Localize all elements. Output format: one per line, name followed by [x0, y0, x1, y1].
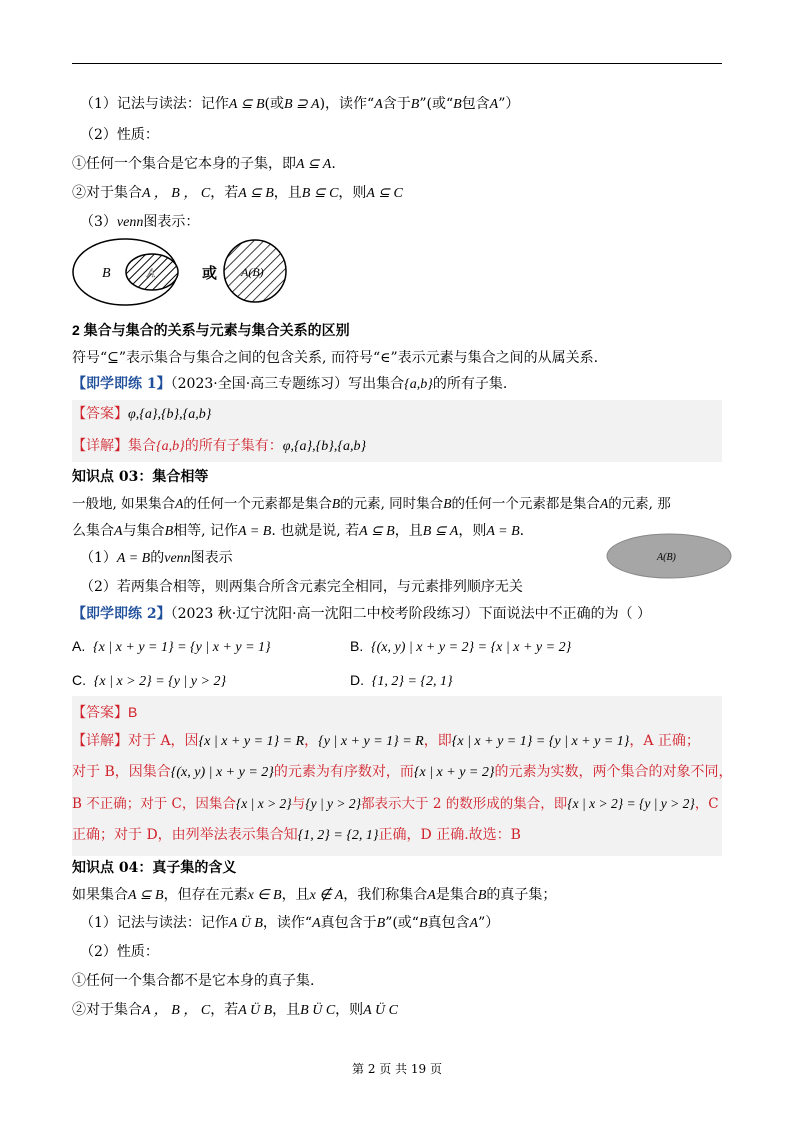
- option-a[interactable]: A. {x | x + y = 1} = {y | x + y = 1}: [72, 638, 271, 655]
- header-rule: [72, 63, 722, 64]
- venn-diagram: [70, 236, 300, 310]
- proper-property-2: ②对于集合A ， B ， C，若A Ü B，且B Ü C，则A Ü C: [72, 1002, 398, 1018]
- section-heading-03: 知识点 03：集合相等: [72, 469, 209, 485]
- detail-1: 【详解】集合{a,b}的所有子集有：φ,{a},{b},{a,b}: [72, 438, 367, 454]
- equal-venn-line: （1）A = B的venn图表示: [80, 550, 233, 566]
- page-footer: 第 2 页 共 19 页: [352, 1062, 442, 1076]
- detail-2-line-4: 正确；对于 D，由列举法表示集合知{1, 2} = {2, 1}正确，D 正确.故选：B: [72, 827, 521, 843]
- section-heading-04: 知识点 04：真子集的含义: [72, 860, 237, 876]
- exercise-1: 【即学即练 1】（2023·全国·高三专题练习）写出集合{a,b}的所有子集.: [72, 376, 508, 392]
- property-2: ②对于集合A ， B ， C，若A ⊆ B，且B ⊆ C，则A ⊆ C: [72, 185, 403, 201]
- equal-venn-diagram: [606, 533, 732, 579]
- equal-def-line-2: 么集合A与集合B相等, 记作A = B. 也就是说, 若A ⊆ B，且B ⊆ A，则A = B.: [72, 523, 525, 539]
- answer-1: 【答案】φ,{a},{b},{a,b}: [72, 406, 212, 422]
- venn-or-text: 或: [202, 266, 218, 282]
- proper-property-heading: （2）性质：: [80, 944, 159, 960]
- option-d[interactable]: D. {1, 2} = {2, 1}: [350, 672, 453, 689]
- venn-inner-label: A: [147, 265, 155, 280]
- exercise-2: 【即学即练 2】（2023 秋·辽宁沈阳·高一沈阳二中校考阶段练习）下面说法中不正确的为（ ）: [72, 606, 652, 622]
- venn-outer-label: B: [102, 266, 111, 281]
- answer-2: 【答案】B: [72, 704, 138, 721]
- equal-def-line-1: 一般地, 如果集合A的任何一个元素都是集合B的元素, 同时集合B的任何一个元素都是集合A的元素, 那: [72, 496, 671, 512]
- property-1: ①任何一个集合是它本身的子集，即A ⊆ A.: [72, 156, 336, 172]
- property-heading: （2）性质：: [80, 127, 159, 143]
- equal-property: （2）若两集合相等，则两集合所含元素完全相同，与元素排列顺序无关: [80, 579, 523, 595]
- proper-notation-line: （1）记法与读法：记作A Ü B，读作“A真包含于B”(或“B真包含A”）: [80, 915, 500, 931]
- option-b[interactable]: B. {(x, y) | x + y = 2} = {x | x + y = 2}: [350, 638, 572, 655]
- proper-property-1: ①任何一个集合都不是它本身的真子集.: [72, 973, 315, 989]
- equal-venn-label: A(B): [657, 552, 676, 563]
- proper-subset-def: 如果集合A ⊆ B，但存在元素x ∈ B，且x ∉ A，我们称集合A是集合B的真子集；: [72, 887, 557, 903]
- notation-line: （1）记法与读法：记作A ⊆ B(或B ⊇ A)，读作“A含于B”(或“B包含A”）: [80, 96, 520, 112]
- venn-circle-label: A(B): [241, 265, 264, 279]
- section-heading-2: 2 集合与集合的关系与元素与集合关系的区别: [72, 322, 350, 338]
- venn-heading: （3）venn图表示：: [80, 214, 200, 230]
- detail-2-line-3: B 不正确；对于 C，因集合{x | x > 2}与{y | y > 2}都表示大于 2 的数形成的集合，即{x | x > 2} = {y | y > 2}，C: [72, 796, 719, 812]
- detail-2-line-1: 【详解】对于 A，因{x | x + y = 1} = R，{y | x + y = 1} = R，即{x | x + y = 1} = {y | x + y = 1}，A 正确；: [72, 733, 700, 749]
- symbol-distinction: 符号“⊆”表示集合与集合之间的包含关系, 而符号“∈”表示元素与集合之间的从属关系.: [72, 350, 599, 366]
- option-c[interactable]: C. {x | x > 2} = {y | y > 2}: [72, 672, 227, 689]
- detail-2-line-2: 对于 B，因集合{(x, y) | x + y = 2}的元素为有序数对，而{x | x + y = 2}的元素为实数，两个集合的对象不同，: [72, 764, 733, 780]
